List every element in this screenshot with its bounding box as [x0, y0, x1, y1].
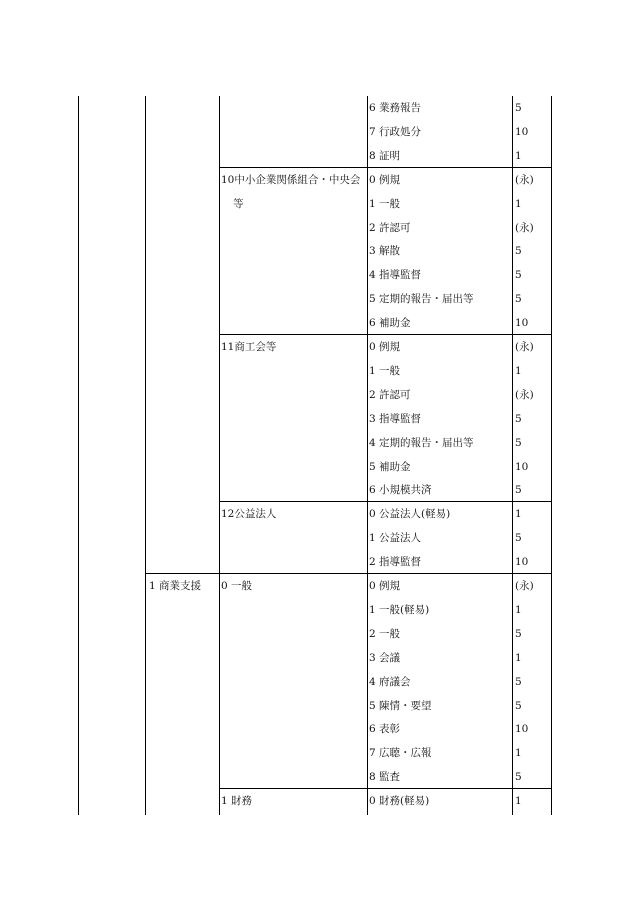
item-cell: 2 許認可: [369, 221, 411, 234]
retention-period-cell: 10: [515, 317, 529, 330]
column-rule: [551, 96, 552, 815]
item-cell: 8 監査: [369, 771, 401, 784]
item-cell: 3 指導監督: [369, 412, 422, 425]
subcategory-cell: 0 一般: [221, 580, 253, 592]
subcategory-cell: 11商工会等: [221, 341, 277, 353]
item-cell: 6 業務報告: [369, 102, 422, 114]
subcategory-cell: 12公益法人: [221, 508, 277, 521]
retention-period-cell: 1: [515, 747, 522, 760]
retention-period-cell: 5: [515, 627, 522, 640]
retention-period-cell: (永): [515, 388, 534, 401]
row-rule: [219, 334, 551, 335]
retention-period-cell: 1: [515, 603, 522, 616]
retention-period-cell: 5: [515, 102, 522, 114]
row-rule: [219, 788, 551, 789]
subcategory-cell: 10中小企業関係組合・中央会: [221, 173, 361, 186]
item-cell: 2 一般: [369, 627, 401, 640]
item-cell: 6 補助金: [369, 317, 411, 330]
retention-period-cell: (永): [515, 221, 534, 234]
retention-period-cell: (永): [515, 580, 534, 592]
item-cell: 8 証明: [369, 149, 401, 162]
retention-period-cell: 1: [515, 508, 522, 521]
item-cell: 1 公益法人: [369, 532, 422, 545]
retention-period-cell: (永): [515, 341, 534, 353]
item-cell: 4 府議会: [369, 675, 411, 688]
subcategory-cell: 等: [233, 197, 244, 210]
category-cell: 1 商業支援: [149, 580, 202, 592]
retention-period-cell: 10: [515, 556, 529, 569]
item-cell: 6 小規模共済: [369, 484, 432, 497]
retention-period-cell: 5: [515, 532, 522, 545]
retention-period-cell: 1: [515, 364, 522, 377]
item-cell: 5 陳情・要望: [369, 699, 432, 712]
item-cell: 7 行政処分: [369, 125, 422, 138]
item-cell: 5 補助金: [369, 460, 411, 473]
column-rule: [78, 96, 79, 815]
item-cell: 0 例規: [369, 580, 401, 592]
item-cell: 0 財務(軽易): [369, 795, 430, 808]
item-cell: 6 表彰: [369, 723, 401, 736]
retention-period-cell: 1: [515, 651, 522, 664]
retention-period-cell: 1: [515, 197, 522, 210]
item-cell: 0 公益法人(軽易): [369, 508, 451, 521]
column-rule: [512, 96, 513, 815]
retention-period-cell: 10: [515, 723, 529, 736]
column-rule: [219, 96, 220, 815]
item-cell: 1 一般: [369, 197, 401, 210]
column-rule: [145, 96, 146, 815]
item-cell: 2 許認可: [369, 388, 411, 401]
retention-period-cell: 5: [515, 269, 522, 282]
retention-period-cell: 5: [515, 484, 522, 497]
item-cell: 1 一般: [369, 364, 401, 377]
retention-period-cell: 5: [515, 245, 522, 258]
item-cell: 2 指導監督: [369, 556, 422, 569]
item-cell: 4 定期的報告・届出等: [369, 436, 474, 449]
item-cell: 7 広聴・広報: [369, 747, 432, 760]
retention-period-cell: 1: [515, 149, 522, 162]
retention-period-cell: 5: [515, 412, 522, 425]
row-rule: [219, 167, 551, 168]
retention-period-cell: 5: [515, 293, 522, 306]
retention-period-cell: 5: [515, 675, 522, 688]
item-cell: 0 例規: [369, 341, 401, 353]
column-rule: [367, 96, 368, 815]
retention-period-cell: 5: [515, 436, 522, 449]
retention-period-cell: (永): [515, 173, 534, 186]
retention-period-cell: 10: [515, 125, 529, 138]
item-cell: 0 例規: [369, 173, 401, 186]
row-rule: [219, 501, 551, 502]
item-cell: 5 定期的報告・届出等: [369, 293, 474, 306]
retention-period-cell: 10: [515, 460, 529, 473]
retention-period-cell: 5: [515, 771, 522, 784]
retention-period-cell: 5: [515, 699, 522, 712]
item-cell: 4 指導監督: [369, 269, 422, 282]
item-cell: 3 会議: [369, 651, 401, 664]
item-cell: 1 一般(軽易): [369, 603, 430, 616]
row-rule: [145, 573, 551, 574]
item-cell: 3 解散: [369, 245, 401, 258]
retention-period-cell: 1: [515, 795, 522, 808]
subcategory-cell: 1 財務: [221, 795, 253, 808]
